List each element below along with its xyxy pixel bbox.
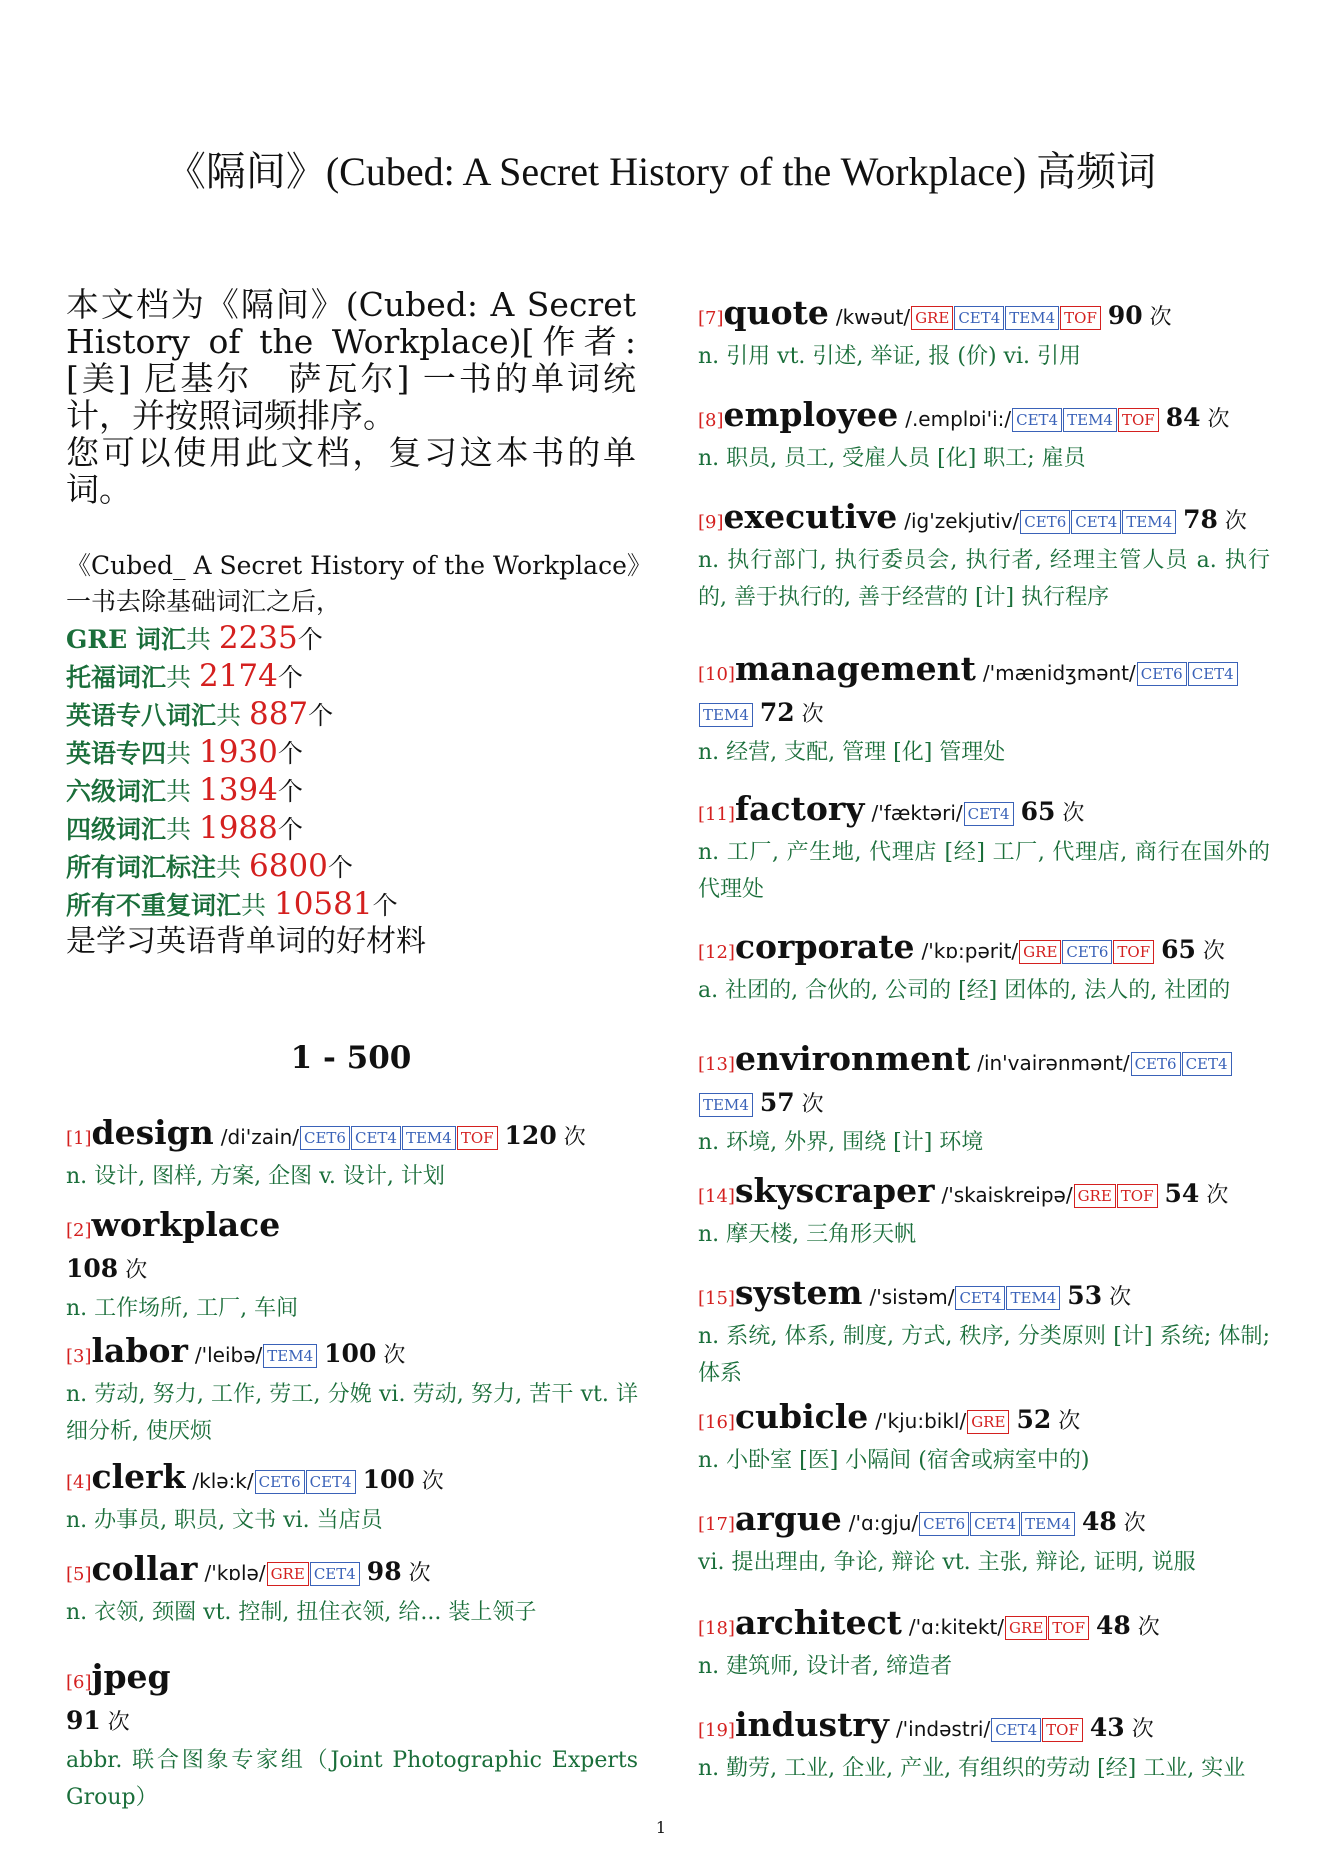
tag-tem4-badge: TEM4: [402, 1126, 456, 1150]
entry-phonetic: /'mænidʒmənt/: [982, 661, 1136, 685]
word-entry: [66, 1550, 638, 1631]
tag-tem4-badge: TEM4: [1122, 510, 1176, 534]
entry-head: [66, 1206, 638, 1290]
stat-label: 所有不重复词汇: [66, 891, 242, 920]
entry-head: [698, 1040, 1270, 1124]
tag-tem4-badge: TEM4: [699, 703, 753, 727]
stat-label: GRE 词汇: [66, 625, 186, 654]
tag-cet6-badge: CET6: [919, 1512, 969, 1536]
count-suffix: 次: [1149, 305, 1172, 330]
tag-cet4-badge: CET4: [351, 1126, 401, 1150]
entry-head: [698, 498, 1270, 542]
entry-index: [16]: [698, 1412, 735, 1433]
entry-count: 72: [759, 698, 795, 727]
entry-word: jpeg: [91, 1657, 171, 1696]
stat-number: 2235: [218, 620, 298, 656]
entry-definition: n. 环境, 外界, 围绕 [计] 环境: [698, 1130, 984, 1155]
tag-cet4-badge: CET4: [310, 1562, 360, 1586]
word-entry: [698, 1274, 1270, 1392]
tag-cet4-badge: CET4: [1071, 510, 1121, 534]
entry-word: environment: [734, 1039, 971, 1078]
tag-tem4-badge: TEM4: [1005, 306, 1059, 330]
stats-closing: 是学习英语背单词的好材料: [66, 924, 426, 959]
entry-definition: n. 引用 vt. 引述, 举证, 报 (价) vi. 引用: [698, 344, 1081, 369]
entry-word: architect: [734, 1603, 902, 1642]
tag-gre-badge: GRE: [1005, 1616, 1047, 1640]
entry-phonetic: /'fæktəri/: [871, 801, 963, 825]
stat-connector: 共: [166, 739, 199, 768]
entry-phonetic: /'kju:bikl/: [875, 1409, 967, 1433]
entry-index: [3]: [66, 1346, 92, 1367]
word-entry: [698, 928, 1270, 1009]
tag-cet4-badge: CET4: [1188, 662, 1238, 686]
tag-tem4-badge: TEM4: [1021, 1512, 1075, 1536]
entry-word: factory: [734, 789, 865, 828]
word-entry: [698, 1398, 1270, 1479]
count-suffix: 次: [1206, 1183, 1229, 1208]
tag-gre-badge: GRE: [267, 1562, 309, 1586]
stat-number: 10581: [273, 886, 373, 922]
range-heading: 1 - 500: [290, 1040, 412, 1076]
tag-cet4-badge: CET4: [954, 306, 1004, 330]
word-entry: [698, 790, 1270, 908]
stat-label: 英语专八词汇: [66, 701, 217, 730]
entry-word: employee: [723, 395, 899, 434]
tag-cet6-badge: CET6: [300, 1126, 350, 1150]
count-suffix: 次: [383, 1343, 406, 1368]
word-entry: [698, 1172, 1270, 1253]
count-suffix: 次: [1202, 939, 1225, 964]
page-number: 1: [655, 1818, 667, 1837]
tag-tof-badge: TOF: [1117, 1184, 1158, 1208]
entry-phonetic: /'kɒ:pərit/: [921, 939, 1019, 963]
entry-index: [8]: [698, 410, 724, 431]
count-suffix: 次: [125, 1258, 148, 1283]
entry-count: 52: [1016, 1405, 1052, 1434]
tag-tem4-badge: TEM4: [263, 1344, 317, 1368]
entry-phonetic: /ig'zekjutiv/: [904, 509, 1020, 533]
intro-line-1: 本文档为《隔间》(Cubed: A Secret History of the Workplace)[作者: [美] 尼基尔 萨瓦尔] 一书的单词统计，并按照词频排序。: [66, 285, 636, 435]
stat-unit: 个: [277, 815, 303, 844]
entry-count: 65: [1020, 797, 1056, 826]
entry-index: [4]: [66, 1472, 92, 1493]
tag-cet4-badge: CET4: [970, 1512, 1020, 1536]
count-suffix: 次: [801, 702, 824, 727]
entry-count: 65: [1161, 935, 1196, 964]
entry-word: executive: [723, 497, 898, 536]
entry-definition: vi. 提出理由, 争论, 辩论 vt. 主张, 辩论, 证明, 说服: [698, 1550, 1196, 1575]
entry-word: argue: [734, 1499, 842, 1538]
entry-phonetic: /'indəstri/: [895, 1717, 991, 1741]
entry-definition: n. 工作场所, 工厂, 车间: [66, 1296, 299, 1321]
stat-item: [66, 810, 646, 848]
entry-index: [6]: [66, 1672, 92, 1693]
stat-item: [66, 620, 646, 658]
entry-definition: n. 衣领, 颈圈 vt. 控制, 扭住衣领, 给... 装上领子: [66, 1600, 537, 1625]
tag-cet6-badge: CET6: [1020, 510, 1070, 534]
tag-cet6-badge: CET6: [255, 1470, 305, 1494]
tag-tem4-badge: TEM4: [699, 1093, 753, 1117]
entry-index: [15]: [698, 1288, 735, 1309]
word-entry: [698, 498, 1270, 616]
entry-head: [698, 1500, 1270, 1544]
tag-cet4-badge: CET4: [991, 1718, 1041, 1742]
entry-word: workplace: [91, 1205, 281, 1244]
stat-connector: 共: [166, 777, 199, 806]
tag-cet4-badge: CET4: [964, 802, 1014, 826]
entry-phonetic: /'sistəm/: [869, 1285, 955, 1309]
stat-item: [66, 696, 646, 734]
tag-tof-badge: TOF: [1048, 1616, 1089, 1640]
count-suffix: 次: [408, 1561, 431, 1586]
word-entry: [698, 294, 1270, 375]
entry-index: [19]: [698, 1720, 735, 1741]
entry-head: [698, 928, 1270, 972]
entry-head: [698, 1172, 1270, 1216]
entry-word: labor: [91, 1331, 188, 1370]
entry-head: [66, 1550, 638, 1594]
entry-count: 43: [1089, 1713, 1125, 1742]
entry-definition: n. 小卧室 [医] 小隔间 (宿舍或病室中的): [698, 1448, 1090, 1473]
stats-list: [66, 620, 646, 924]
entry-head: [698, 650, 1270, 734]
entry-head: [66, 1458, 638, 1502]
stats-book-line: 《Cubed_ A Secret History of the Workplace》一书去除基础词汇之后，: [66, 551, 640, 616]
stat-connector: 共: [185, 625, 219, 654]
entry-count: 108: [66, 1254, 119, 1283]
stat-number: 2174: [198, 658, 278, 694]
count-suffix: 次: [1058, 1409, 1081, 1434]
word-entry: [66, 1658, 638, 1816]
count-suffix: 次: [1137, 1615, 1160, 1640]
entry-word: clerk: [91, 1457, 186, 1496]
stat-unit: 个: [277, 663, 303, 692]
tag-tof-badge: TOF: [1113, 940, 1154, 964]
entry-definition: a. 社团的, 合伙的, 公司的 [经] 团体的, 法人的, 社团的: [698, 978, 1231, 1003]
word-entry: [698, 650, 1270, 771]
count-suffix: 次: [421, 1469, 444, 1494]
stat-number: 887: [248, 696, 309, 732]
word-entry: [66, 1458, 638, 1539]
entry-phonetic: /'ɑ:gju/: [848, 1511, 919, 1535]
entry-index: [5]: [66, 1564, 92, 1585]
entry-head: [66, 1332, 638, 1376]
stat-number: 1930: [198, 734, 278, 770]
word-entry: [698, 1500, 1270, 1581]
tag-tem4-badge: TEM4: [1063, 408, 1117, 432]
entry-count: 100: [324, 1339, 377, 1368]
entry-count: 48: [1081, 1507, 1117, 1536]
entry-head: [698, 1706, 1270, 1750]
entry-word: industry: [734, 1705, 889, 1744]
entry-index: [12]: [698, 942, 735, 963]
page-title: 《隔间》(Cubed: A Secret History of the Workplace) 高频词: [165, 149, 1157, 194]
stat-unit: 个: [277, 777, 303, 806]
entry-definition: n. 执行部门, 执行委员会, 执行者, 经理主管人员 a. 执行的, 善于执行的, 善于经营的 [计] 执行程序: [698, 548, 1270, 610]
entry-phonetic: /'skaiskreipə/: [941, 1183, 1073, 1207]
tag-tof-badge: TOF: [1060, 306, 1101, 330]
entry-count: 100: [362, 1465, 415, 1494]
entry-count: 120: [504, 1121, 557, 1150]
entry-definition: n. 经营, 支配, 管理 [化] 管理处: [698, 740, 1006, 765]
entry-count: 78: [1183, 505, 1218, 534]
entry-index: [2]: [66, 1220, 92, 1241]
intro-line-2: 您可以使用此文档，复习这本书的单词。: [66, 433, 636, 509]
word-entry: [698, 1604, 1270, 1685]
entry-word: skyscraper: [734, 1171, 935, 1210]
word-entry: [66, 1114, 638, 1195]
entry-phonetic: /di'zain/: [220, 1125, 299, 1149]
entry-word: management: [734, 649, 976, 688]
stat-label: 所有词汇标注: [66, 853, 217, 882]
entry-definition: n. 勤劳, 工业, 企业, 产业, 有组织的劳动 [经] 工业, 实业: [698, 1756, 1246, 1781]
stat-item: [66, 886, 646, 924]
tag-gre-badge: GRE: [1074, 1184, 1116, 1208]
entry-phonetic: /klə:k/: [192, 1469, 254, 1493]
entry-count: 84: [1165, 403, 1201, 432]
entry-count: 53: [1067, 1281, 1103, 1310]
entry-definition: n. 办事员, 职员, 文书 vi. 当店员: [66, 1508, 383, 1533]
word-entry: [698, 1706, 1270, 1787]
tag-gre-badge: GRE: [911, 306, 953, 330]
stat-unit: 个: [372, 891, 398, 920]
entry-head: [698, 396, 1270, 440]
stat-unit: 个: [308, 701, 334, 730]
stat-item: [66, 848, 646, 886]
tag-cet4-badge: CET4: [955, 1286, 1005, 1310]
entry-definition: abbr. 联合图象专家组（Joint Photographic Experts Group）: [66, 1748, 638, 1810]
tag-gre-badge: GRE: [967, 1410, 1009, 1434]
entry-index: [18]: [698, 1618, 735, 1639]
entry-word: system: [734, 1273, 863, 1312]
stat-label: 托福词汇: [66, 663, 167, 692]
entry-index: [9]: [698, 512, 724, 533]
entry-definition: n. 系统, 体系, 制度, 方式, 秩序, 分类原则 [计] 系统; 体制; 体系: [698, 1324, 1270, 1386]
count-suffix: 次: [1062, 801, 1085, 826]
stat-connector: 共: [166, 663, 199, 692]
entry-head: [698, 1604, 1270, 1648]
stat-number: 1988: [198, 810, 278, 846]
entry-word: collar: [91, 1549, 198, 1588]
stat-connector: 共: [166, 815, 199, 844]
count-suffix: 次: [801, 1092, 824, 1117]
entry-index: [11]: [698, 804, 735, 825]
tag-tem4-badge: TEM4: [1006, 1286, 1060, 1310]
entry-phonetic: /kwəut/: [835, 305, 911, 329]
entry-phonetic: /'leibə/: [194, 1343, 263, 1367]
entry-index: [1]: [66, 1128, 92, 1149]
entry-count: 98: [366, 1557, 402, 1586]
tag-cet4-badge: CET4: [306, 1470, 356, 1494]
tag-cet4-badge: CET4: [1182, 1052, 1232, 1076]
entry-definition: n. 摩天楼, 三角形天帆: [698, 1222, 917, 1247]
tag-cet6-badge: CET6: [1062, 940, 1112, 964]
entry-word: design: [91, 1113, 214, 1152]
tag-tof-badge: TOF: [457, 1126, 498, 1150]
entry-definition: n. 设计, 图样, 方案, 企图 v. 设计, 计划: [66, 1164, 445, 1189]
tag-tof-badge: TOF: [1118, 408, 1159, 432]
entry-count: 90: [1107, 301, 1143, 330]
stat-item: [66, 772, 646, 810]
count-suffix: 次: [1131, 1717, 1154, 1742]
entry-count: 57: [759, 1088, 795, 1117]
entry-definition: n. 工厂, 产生地, 代理店 [经] 工厂, 代理店, 商行在国外的代理处: [698, 840, 1270, 902]
entry-word: cubicle: [734, 1397, 869, 1436]
word-entry: [66, 1206, 638, 1327]
entry-head: [66, 1658, 638, 1742]
entry-definition: n. 劳动, 努力, 工作, 劳工, 分娩 vi. 劳动, 努力, 苦干 vt. 详细分析, 使厌烦: [66, 1382, 638, 1444]
entry-phonetic: /in'vairənmənt/: [977, 1051, 1130, 1075]
entry-head: [698, 1274, 1270, 1318]
entry-definition: n. 建筑师, 设计者, 缔造者: [698, 1654, 953, 1679]
entry-index: [10]: [698, 664, 735, 685]
stat-connector: 共: [241, 891, 274, 920]
stat-label: 四级词汇: [66, 815, 167, 844]
stat-connector: 共: [216, 853, 249, 882]
tag-cet6-badge: CET6: [1131, 1052, 1181, 1076]
entry-count: 91: [66, 1706, 101, 1735]
tag-tof-badge: TOF: [1042, 1718, 1083, 1742]
stat-number: 6800: [248, 848, 328, 884]
entry-head: [698, 294, 1270, 338]
stat-item: [66, 658, 646, 696]
stat-unit: 个: [297, 625, 323, 654]
entry-index: [14]: [698, 1186, 735, 1207]
entry-phonetic: /.emplɒi'i:/: [905, 407, 1012, 431]
tag-gre-badge: GRE: [1019, 940, 1061, 964]
word-entry: [66, 1332, 638, 1450]
entry-definition: n. 职员, 员工, 受雇人员 [化] 职工; 雇员: [698, 446, 1086, 471]
entry-count: 54: [1164, 1179, 1200, 1208]
entry-head: [698, 790, 1270, 834]
count-suffix: 次: [563, 1125, 586, 1150]
count-suffix: 次: [1224, 509, 1247, 534]
tag-cet4-badge: CET4: [1012, 408, 1062, 432]
tag-cet6-badge: CET6: [1137, 662, 1187, 686]
entry-index: [13]: [698, 1054, 735, 1075]
entry-word: corporate: [734, 927, 915, 966]
stat-label: 英语专四: [66, 739, 167, 768]
stat-label: 六级词汇: [66, 777, 167, 806]
entry-count: 48: [1096, 1611, 1131, 1640]
entry-word: quote: [723, 293, 829, 332]
entry-head: [698, 1398, 1270, 1442]
stat-item: [66, 734, 646, 772]
stat-connector: 共: [216, 701, 249, 730]
stat-unit: 个: [327, 853, 353, 882]
entry-phonetic: /'ɑ:kitekt/: [908, 1615, 1005, 1639]
entry-index: [7]: [698, 308, 724, 329]
entry-phonetic: /'kɒlə/: [204, 1561, 266, 1585]
stat-number: 1394: [198, 772, 278, 808]
intro-paragraph: [66, 286, 636, 508]
count-suffix: 次: [107, 1710, 130, 1735]
entry-head: [66, 1114, 638, 1158]
vocab-stats: [66, 548, 646, 960]
count-suffix: 次: [1109, 1285, 1132, 1310]
count-suffix: 次: [1207, 407, 1230, 432]
count-suffix: 次: [1123, 1511, 1146, 1536]
stat-unit: 个: [277, 739, 303, 768]
word-entry: [698, 1040, 1270, 1161]
word-entry: [698, 396, 1270, 477]
entry-index: [17]: [698, 1514, 735, 1535]
